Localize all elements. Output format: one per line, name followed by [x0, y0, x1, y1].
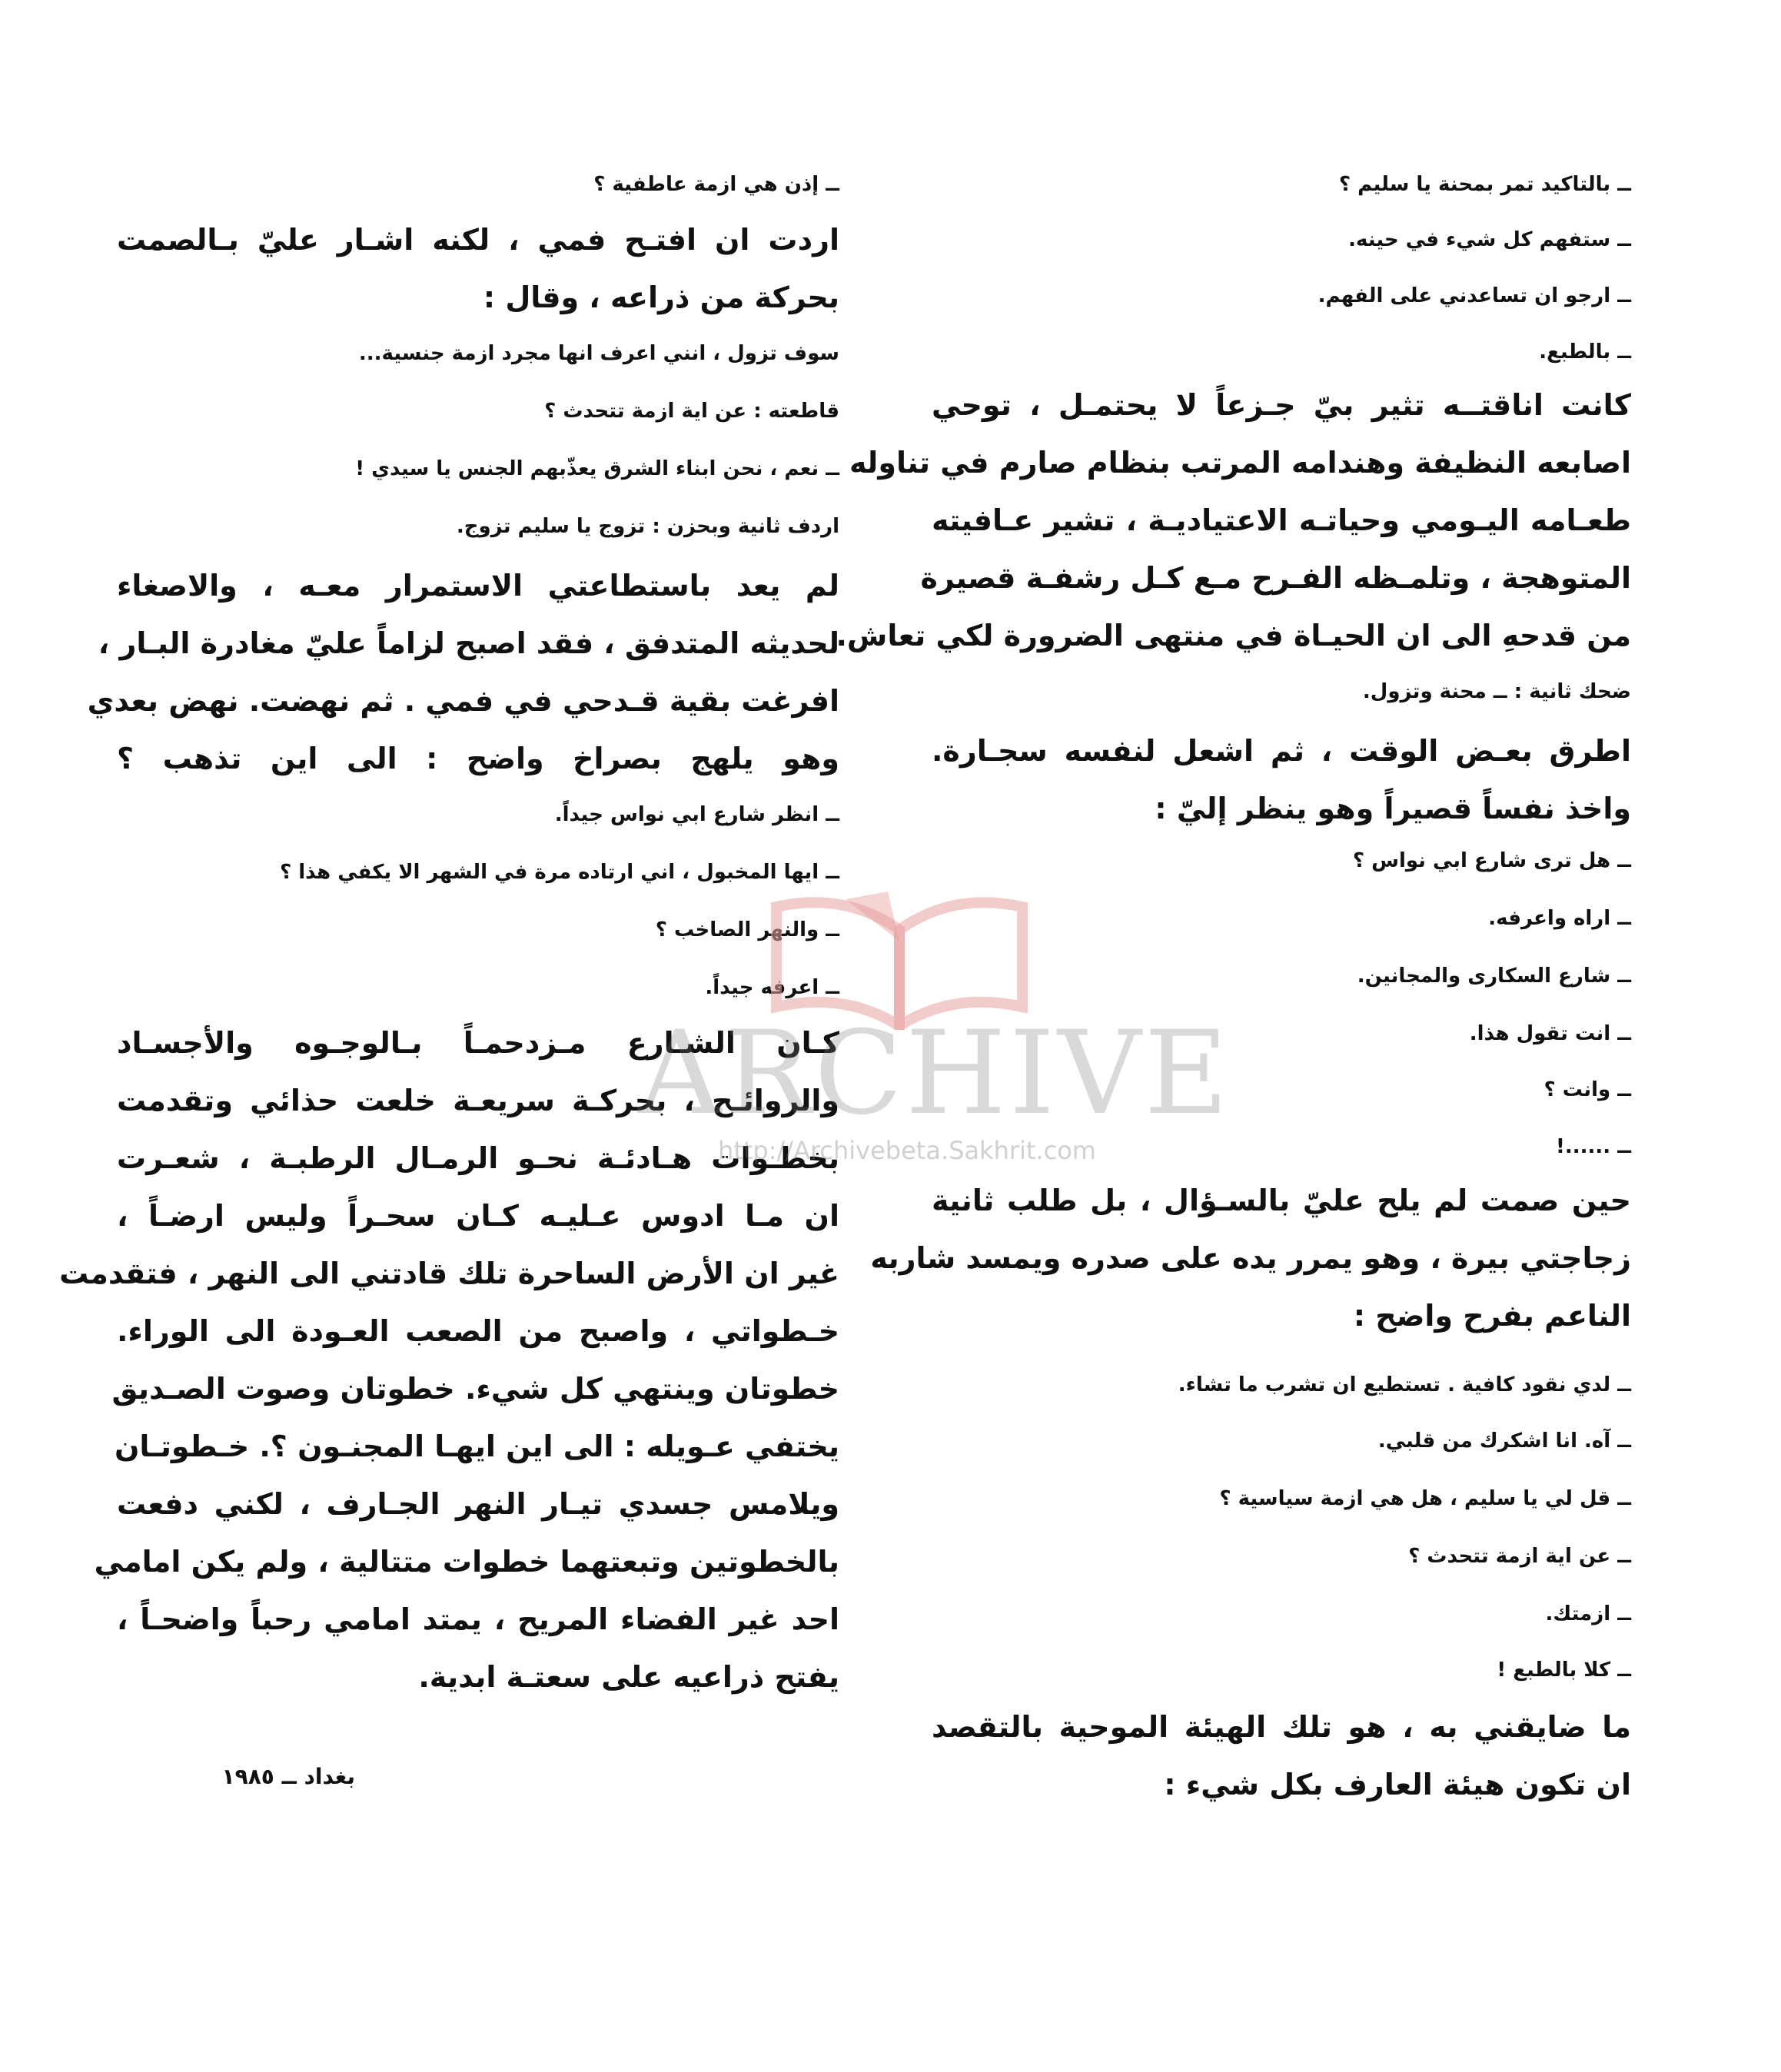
- left-column-line: والروائـح ، بحركـة سريعـة خلعت حذائي وتقدمت: [117, 1084, 839, 1117]
- right-column-line: ان تكون هيئة العارف بكل شيء :: [1164, 1768, 1631, 1801]
- right-column-line: زجاجتي بيرة ، وهو يمرر يده على صدره ويمسد شاربه: [870, 1241, 1631, 1275]
- right-column-line: ــ ......!: [1556, 1135, 1631, 1158]
- right-column-line: اطرق بعـض الوقت ، ثم اشعل لنفسه سجـارة.: [932, 734, 1631, 768]
- left-column-line: ــ نعم ، نحن ابناء الشرق يعذّبهم الجنس يا سيدي !: [355, 457, 839, 480]
- right-column-line: ــ بالطبع.: [1539, 340, 1631, 364]
- left-column-line: غير ان الأرض الساحرة تلك قادتني الى النهر ، فتقدمت: [59, 1257, 839, 1290]
- left-column-line: ــ اعرفه جيداً.: [705, 976, 839, 999]
- right-column-line: ــ آه. انا اشكرك من قلبي.: [1377, 1429, 1631, 1453]
- right-column-line: المتوهجة ، وتلمـظه الفـرح مـع كـل رشفـة قصيرة: [920, 561, 1631, 595]
- left-column-line: يختفي عـويله : الى اين ايهـا المجنـون ؟. خـطوتـان: [114, 1429, 839, 1463]
- right-column-line: ضحك ثانية : ــ محنة وتزول.: [1362, 680, 1631, 703]
- right-column-line: ما ضايقني به ، هو تلك الهيئة الموحية بالتقصد: [932, 1710, 1631, 1744]
- left-column-line: ــ إذن هي ازمة عاطفية ؟: [593, 173, 839, 196]
- right-column-line: ــ ستفهم كل شيء في حينه.: [1348, 228, 1631, 251]
- left-column-line: لم يعد باستطاعتي الاستمرار معـه ، والاصغاء: [117, 569, 839, 603]
- left-column-line: افرغت بقية قـدحي في فمي . ثم نهضت. نهض بعدي: [87, 684, 839, 718]
- right-column-line: ــ شارع السكارى والمجانين.: [1357, 965, 1631, 988]
- right-column-line: كانت اناقتــه تثير بيّ جـزعاً لا يحتمـل ، توحي: [932, 388, 1631, 422]
- left-column-line: اردف ثانية وبحزن : تزوج يا سليم تزوج.: [456, 515, 839, 538]
- right-column-line: ــ هل ترى شارع ابي نواس ؟: [1352, 849, 1631, 872]
- left-column-line: احد غير الفضاء المريح ، يمتد امامي رحباً واضحـاً ،: [117, 1602, 839, 1636]
- left-column-line: قاطعته : عن اية ازمة تتحدث ؟: [544, 400, 839, 423]
- left-column-line: بخطـوات هـادئـة نحـو الرمـال الرطبـة ، شعـرت: [117, 1141, 839, 1175]
- right-column-line: اصابعه النظيفة وهندامه المرتب بنظام صارم في تناوله: [849, 446, 1631, 480]
- right-column-line: ــ ازمتك.: [1545, 1602, 1631, 1625]
- watermark-word: ARCHIVE: [638, 1007, 1231, 1141]
- watermark-url: http://Archivebeta.Sakhrit.com: [718, 1136, 1096, 1165]
- right-column-line: واخذ نفساً قصيراً وهو ينظر إليّ :: [1155, 792, 1631, 825]
- left-column-line: ان مـا ادوس عـليـه كـان سحـراً وليس ارضـاً ،: [117, 1199, 839, 1233]
- left-column-line: كـان الشـارع مـزدحمـاً بـالوجـوه والأجسـاد: [117, 1026, 839, 1060]
- right-column-line: ــ كلا بالطبع !: [1497, 1659, 1631, 1682]
- right-column-line: طعـامه اليـومي وحياتـه الاعتياديـة ، تشير عـافيته: [932, 503, 1631, 537]
- left-column-line: بحركة من ذراعه ، وقال :: [483, 281, 839, 314]
- place-date-footer: بغداد ــ ١٩٨٥: [221, 1764, 355, 1789]
- left-column-line: يفتح ذراعيه على سعتـة ابدية.: [418, 1660, 839, 1694]
- left-column-line: اردت ان افتـح فمي ، لكنه اشـار عليّ بـالصمت: [117, 223, 839, 257]
- right-column-line: ــ انت تقول هذا.: [1469, 1022, 1631, 1045]
- left-column-line: وهو يلهج بصراخ واضح : الى اين تذهب ؟: [117, 742, 839, 775]
- right-column-line: الناعم بفرح واضح :: [1353, 1299, 1631, 1333]
- left-column-line: بالخطوتين وتبعتهما خطوات متتالية ، ولم يكن امامي: [94, 1545, 839, 1579]
- right-column-line: ــ ارجو ان تساعدني على الفهم.: [1317, 284, 1631, 307]
- left-column-line: ــ انظر شارع ابي نواس جيداً.: [554, 803, 839, 826]
- right-column-line: ــ عن اية ازمة تتحدث ؟: [1408, 1545, 1631, 1568]
- left-column-line: لحديثه المتدفق ، فقد اصبح لزاماً عليّ مغادرة البـار ،: [98, 626, 839, 660]
- left-column-line: ــ ايها المخبول ، اني ارتاده مرة في الشهر الا يكفي هذا ؟: [280, 861, 839, 884]
- left-column-line: ويلامس جسدي تيـار النهر الجـارف ، لكني دفعت: [117, 1487, 839, 1521]
- open-book-icon: [753, 876, 1045, 1030]
- left-column-line: سوف تزول ، انني اعرف انها مجرد ازمة جنسية...: [358, 342, 839, 365]
- right-column-line: حين صمت لم يلح عليّ بالسـؤال ، بل طلب ثانية: [932, 1184, 1631, 1217]
- left-column-line: خطوتان وينتهي كل شيء. خطوتان وصوت الصـديق: [111, 1372, 839, 1406]
- right-column-line: ــ قل لي يا سليم ، هل هي ازمة سياسية ؟: [1219, 1487, 1631, 1510]
- right-column-line: من قدحهِ الى ان الحيـاة في منتهى الضرورة لكي تعاش.: [836, 619, 1631, 652]
- right-column-line: ــ وانت ؟: [1543, 1078, 1631, 1101]
- right-column-line: ــ لدي نقود كافية . تستطيع ان تشرب ما تشاء.: [1178, 1373, 1631, 1396]
- right-column-line: ــ بالتاكيد تمر بمحنة يا سليم ؟: [1339, 173, 1631, 196]
- left-column-line: خـطواتي ، واصبح من الصعب العـودة الى الوراء.: [117, 1314, 839, 1348]
- left-column-line: ــ والنهر الصاخب ؟: [655, 918, 839, 941]
- right-column-line: ــ اراه واعرفه.: [1488, 907, 1631, 930]
